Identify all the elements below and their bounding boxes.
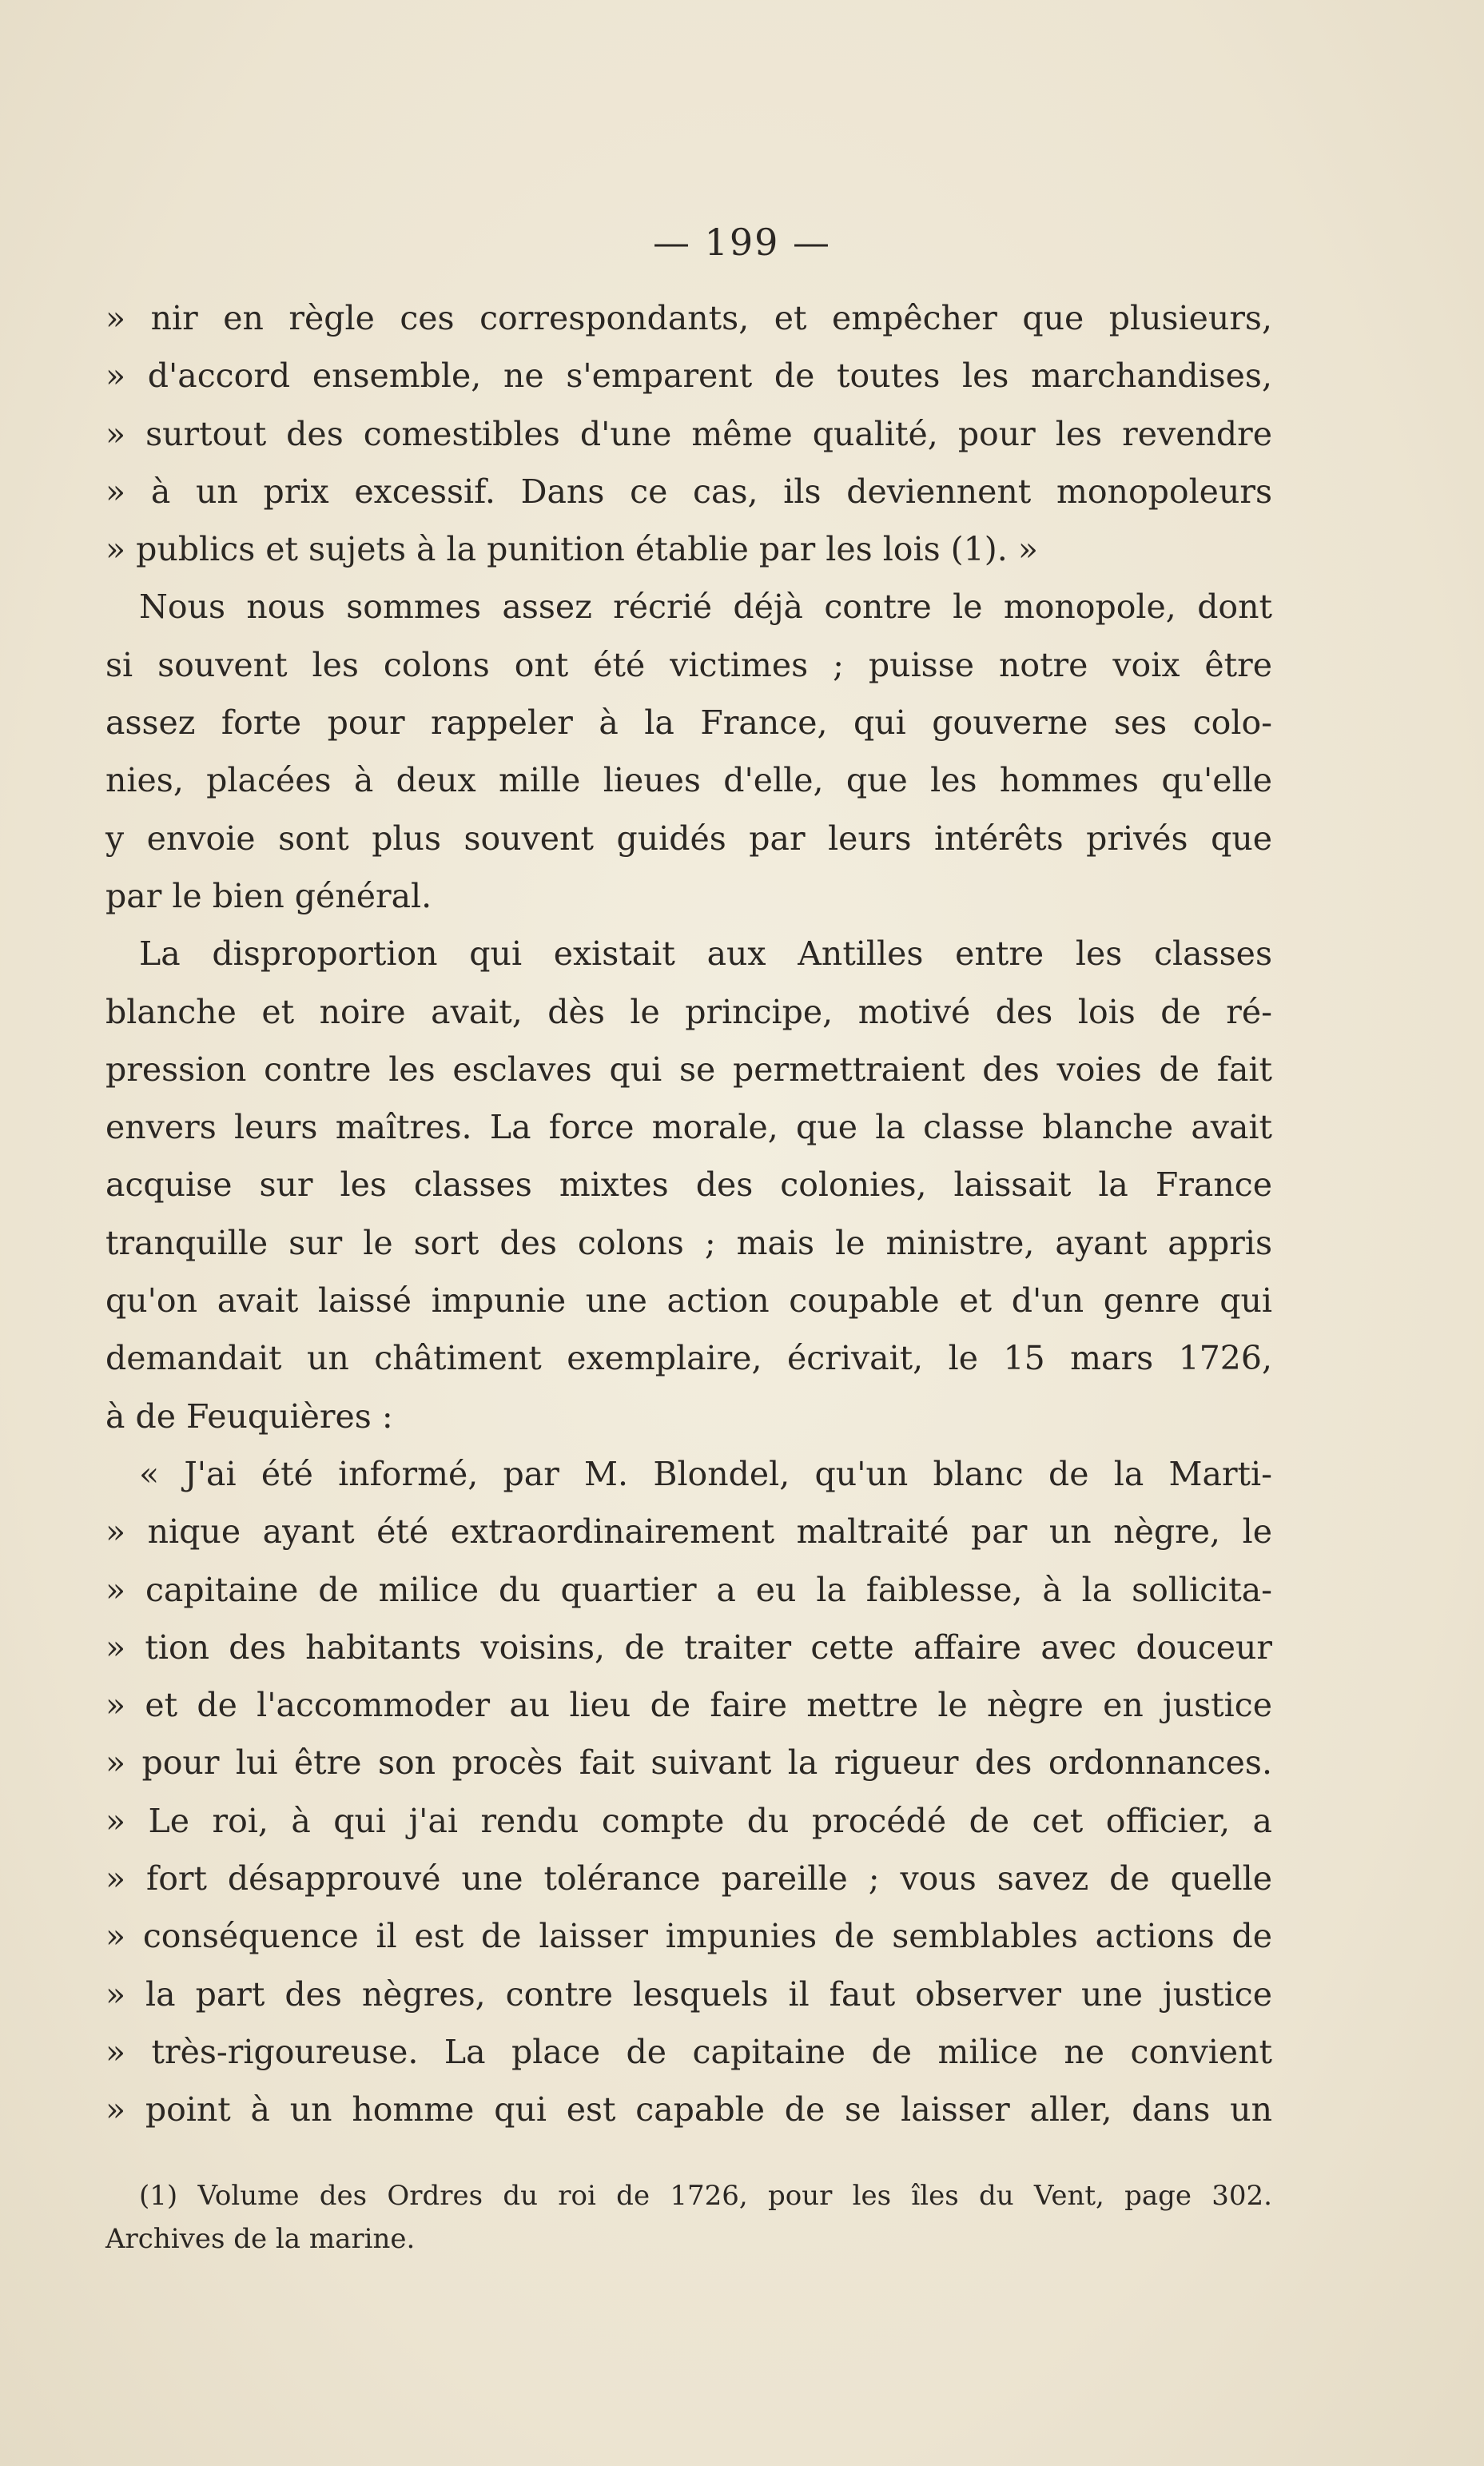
footnote-line: Archives de la marine.	[105, 2223, 416, 2255]
text-line: » publics et sujets à la punition établie par les lois (1). »	[105, 530, 1038, 569]
text-line: » fort désapprouvé une tolérance pareille ; vous savez de quelle	[105, 1859, 1272, 1898]
text-line: » nique ayant été extraordinairement maltraité par un nègre, le	[105, 1512, 1272, 1552]
text-line: La disproportion qui existait aux Antilles entre les classes	[139, 934, 1272, 974]
text-line: » nir en règle ces correspondants, et empêcher que plusieurs,	[105, 299, 1272, 337]
body-text	[105, 289, 1272, 2139]
text-line: » point à un homme qui est capable de se laisser aller, dans un	[105, 2090, 1272, 2129]
text-line: si souvent les colons ont été victimes ; puisse notre voix être	[105, 645, 1272, 684]
text-line: y envoie sont plus souvent guidés par leurs intérêts privés que	[105, 819, 1272, 858]
footnotes	[105, 2174, 1272, 2261]
text-line: » Le roi, à qui j'ai rendu compte du procédé de cet officier, a	[105, 1801, 1272, 1840]
text-line: envers leurs maîtres. La force morale, que la classe blanche avait	[105, 1108, 1272, 1147]
text-line: » la part des nègres, contre lesquels il faut observer une justice	[105, 1974, 1272, 2014]
text-line: » capitaine de milice du quartier a eu la faiblesse, à la sollicita-	[105, 1570, 1272, 1609]
text-line: » pour lui être son procès fait suivant la rigueur des ordonnances.	[105, 1743, 1272, 1783]
text-line: à de Feuquières :	[105, 1396, 393, 1436]
text-line: tranquille sur le sort des colons ; mais le ministre, ayant appris	[105, 1223, 1272, 1262]
text-line: « J'ai été informé, par M. Blondel, qu'un blanc de la Marti-	[139, 1454, 1272, 1493]
text-line: acquise sur les classes mixtes des colonies, laissait la France	[105, 1165, 1272, 1205]
text-line: Nous nous sommes assez récrié déjà contre le monopole, dont	[139, 588, 1272, 627]
page-number: — 199 —	[652, 221, 832, 264]
text-line: par le bien général.	[105, 876, 432, 915]
text-line: » très-rigoureuse. La place de capitaine de milice ne convient	[105, 2032, 1272, 2071]
text-line: demandait un châtiment exemplaire, écrivait, le 15 mars 1726,	[105, 1339, 1272, 1378]
text-line: nies, placées à deux mille lieues d'elle, que les hommes qu'elle	[105, 761, 1272, 800]
text-line: assez forte pour rappeler à la France, qui gouverne ses colo-	[105, 703, 1272, 743]
text-line: » conséquence il est de laisser impunies de semblables actions de	[105, 1917, 1272, 1956]
text-line: blanche et noire avait, dès le principe, motivé des lois de ré-	[105, 992, 1272, 1031]
text-line: qu'on avait laissé impunie une action coupable et d'un genre qui	[105, 1281, 1272, 1321]
text-line: pression contre les esclaves qui se permettraient des voies de fait	[105, 1050, 1272, 1089]
text-line: » d'accord ensemble, ne s'emparent de toutes les marchandises,	[105, 357, 1272, 396]
footnote-line: (1) Volume des Ordres du roi de 1726, pour les îles du Vent, page 302.	[139, 2180, 1272, 2212]
text-line: » surtout des comestibles d'une même qualité, pour les revendre	[105, 414, 1272, 453]
text-line: » tion des habitants voisins, de traiter cette affaire avec douceur	[105, 1627, 1272, 1667]
text-line: » et de l'accommoder au lieu de faire mettre le nègre en justice	[105, 1686, 1272, 1725]
text-line: » à un prix excessif. Dans ce cas, ils deviennent monopoleurs	[105, 472, 1272, 511]
